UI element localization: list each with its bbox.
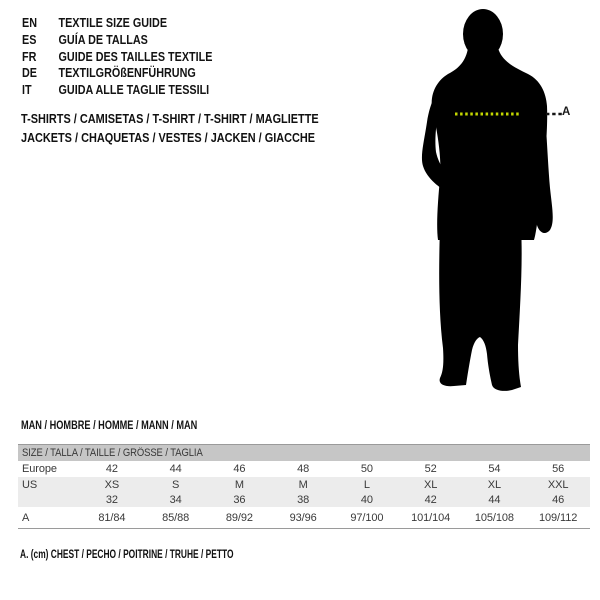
- size-cell: 32: [105, 493, 118, 506]
- size-cell: 42: [105, 463, 118, 475]
- size-cell: 42: [424, 493, 437, 506]
- size-cell: XXL: [547, 478, 569, 491]
- language-row: [22, 49, 212, 66]
- size-cell: 97/100: [350, 511, 384, 524]
- size-cell: M: [298, 478, 308, 491]
- size-cell: 109/112: [539, 511, 578, 524]
- size-cell: XL: [487, 478, 501, 491]
- section-title-man: MAN / HOMBRE / HOMME / MANN / MAN: [21, 420, 198, 432]
- language-label: GUIDA ALLE TAGLIE TESSILI: [58, 82, 210, 98]
- size-cell: M: [234, 478, 244, 491]
- size-cell: 48: [297, 463, 310, 475]
- row-label: A: [22, 511, 30, 524]
- size-cell: 52: [424, 463, 437, 475]
- size-cell: 40: [360, 493, 373, 506]
- size-cell: 81/84: [98, 511, 126, 524]
- chest-footnote: A. (cm) CHEST / PECHO / POITRINE / TRUHE / PETTO: [20, 549, 234, 561]
- language-label: TEXTILE SIZE GUIDE: [58, 15, 168, 30]
- table-row-chest-a: [18, 507, 590, 529]
- table-row-us-numbers: [18, 492, 590, 507]
- language-code: FR: [22, 48, 37, 64]
- size-cell: S: [172, 478, 180, 491]
- table-row-us-letters: [18, 477, 590, 492]
- silhouette-legs: [439, 225, 521, 391]
- man-silhouette: [390, 0, 600, 400]
- size-cell: L: [363, 478, 370, 491]
- row-label: US: [22, 478, 38, 491]
- size-cell: 50: [360, 463, 373, 475]
- language-label: TEXTILGRÖßENFÜHRUNG: [58, 65, 196, 81]
- language-list: [22, 15, 251, 99]
- size-cell: 46: [552, 493, 565, 506]
- size-cell: 34: [169, 493, 182, 506]
- size-cell: 46: [233, 463, 246, 475]
- language-code: ES: [22, 31, 37, 47]
- measure-label-a: A: [562, 106, 571, 118]
- language-row: [22, 65, 212, 82]
- category-line-tshirts: T-SHIRTS / CAMISETAS / T-SHIRT / T-SHIRT / MAGLIETTE: [21, 111, 319, 126]
- size-cell: 38: [297, 493, 310, 506]
- category-lines: [21, 109, 375, 148]
- size-cell: 93/96: [289, 511, 317, 524]
- table-row-europe: [18, 461, 590, 477]
- size-cell: 85/88: [162, 511, 190, 524]
- size-table-header: [18, 445, 590, 461]
- row-label: Europe: [22, 463, 57, 475]
- size-cell: 56: [552, 463, 565, 475]
- category-line-jackets: JACKETS / CHAQUETAS / VESTES / JACKEN / GIACCHE: [21, 130, 316, 146]
- language-code: EN: [22, 15, 37, 30]
- size-cell: XS: [104, 478, 120, 491]
- language-label: GUÍA DE TALLAS: [58, 31, 148, 47]
- size-cell: 36: [233, 493, 246, 506]
- size-cell: XL: [423, 478, 438, 491]
- size-cell: 101/104: [411, 511, 451, 524]
- size-cell: 44: [488, 493, 501, 506]
- size-table: [18, 444, 590, 529]
- language-row: [22, 82, 212, 99]
- size-cell: 105/108: [474, 511, 514, 524]
- size-cell: 54: [488, 463, 501, 475]
- language-label: GUIDE DES TAILLES TEXTILE: [58, 48, 213, 64]
- size-cell: 44: [169, 463, 182, 475]
- language-row: [22, 15, 212, 32]
- size-table-header-label: SIZE / TALLA / TAILLE / GRÖSSE / TAGLIA: [22, 447, 203, 459]
- language-code: IT: [22, 82, 32, 98]
- size-cell: 89/92: [225, 511, 253, 524]
- language-code: DE: [22, 65, 37, 81]
- language-row: [22, 32, 212, 49]
